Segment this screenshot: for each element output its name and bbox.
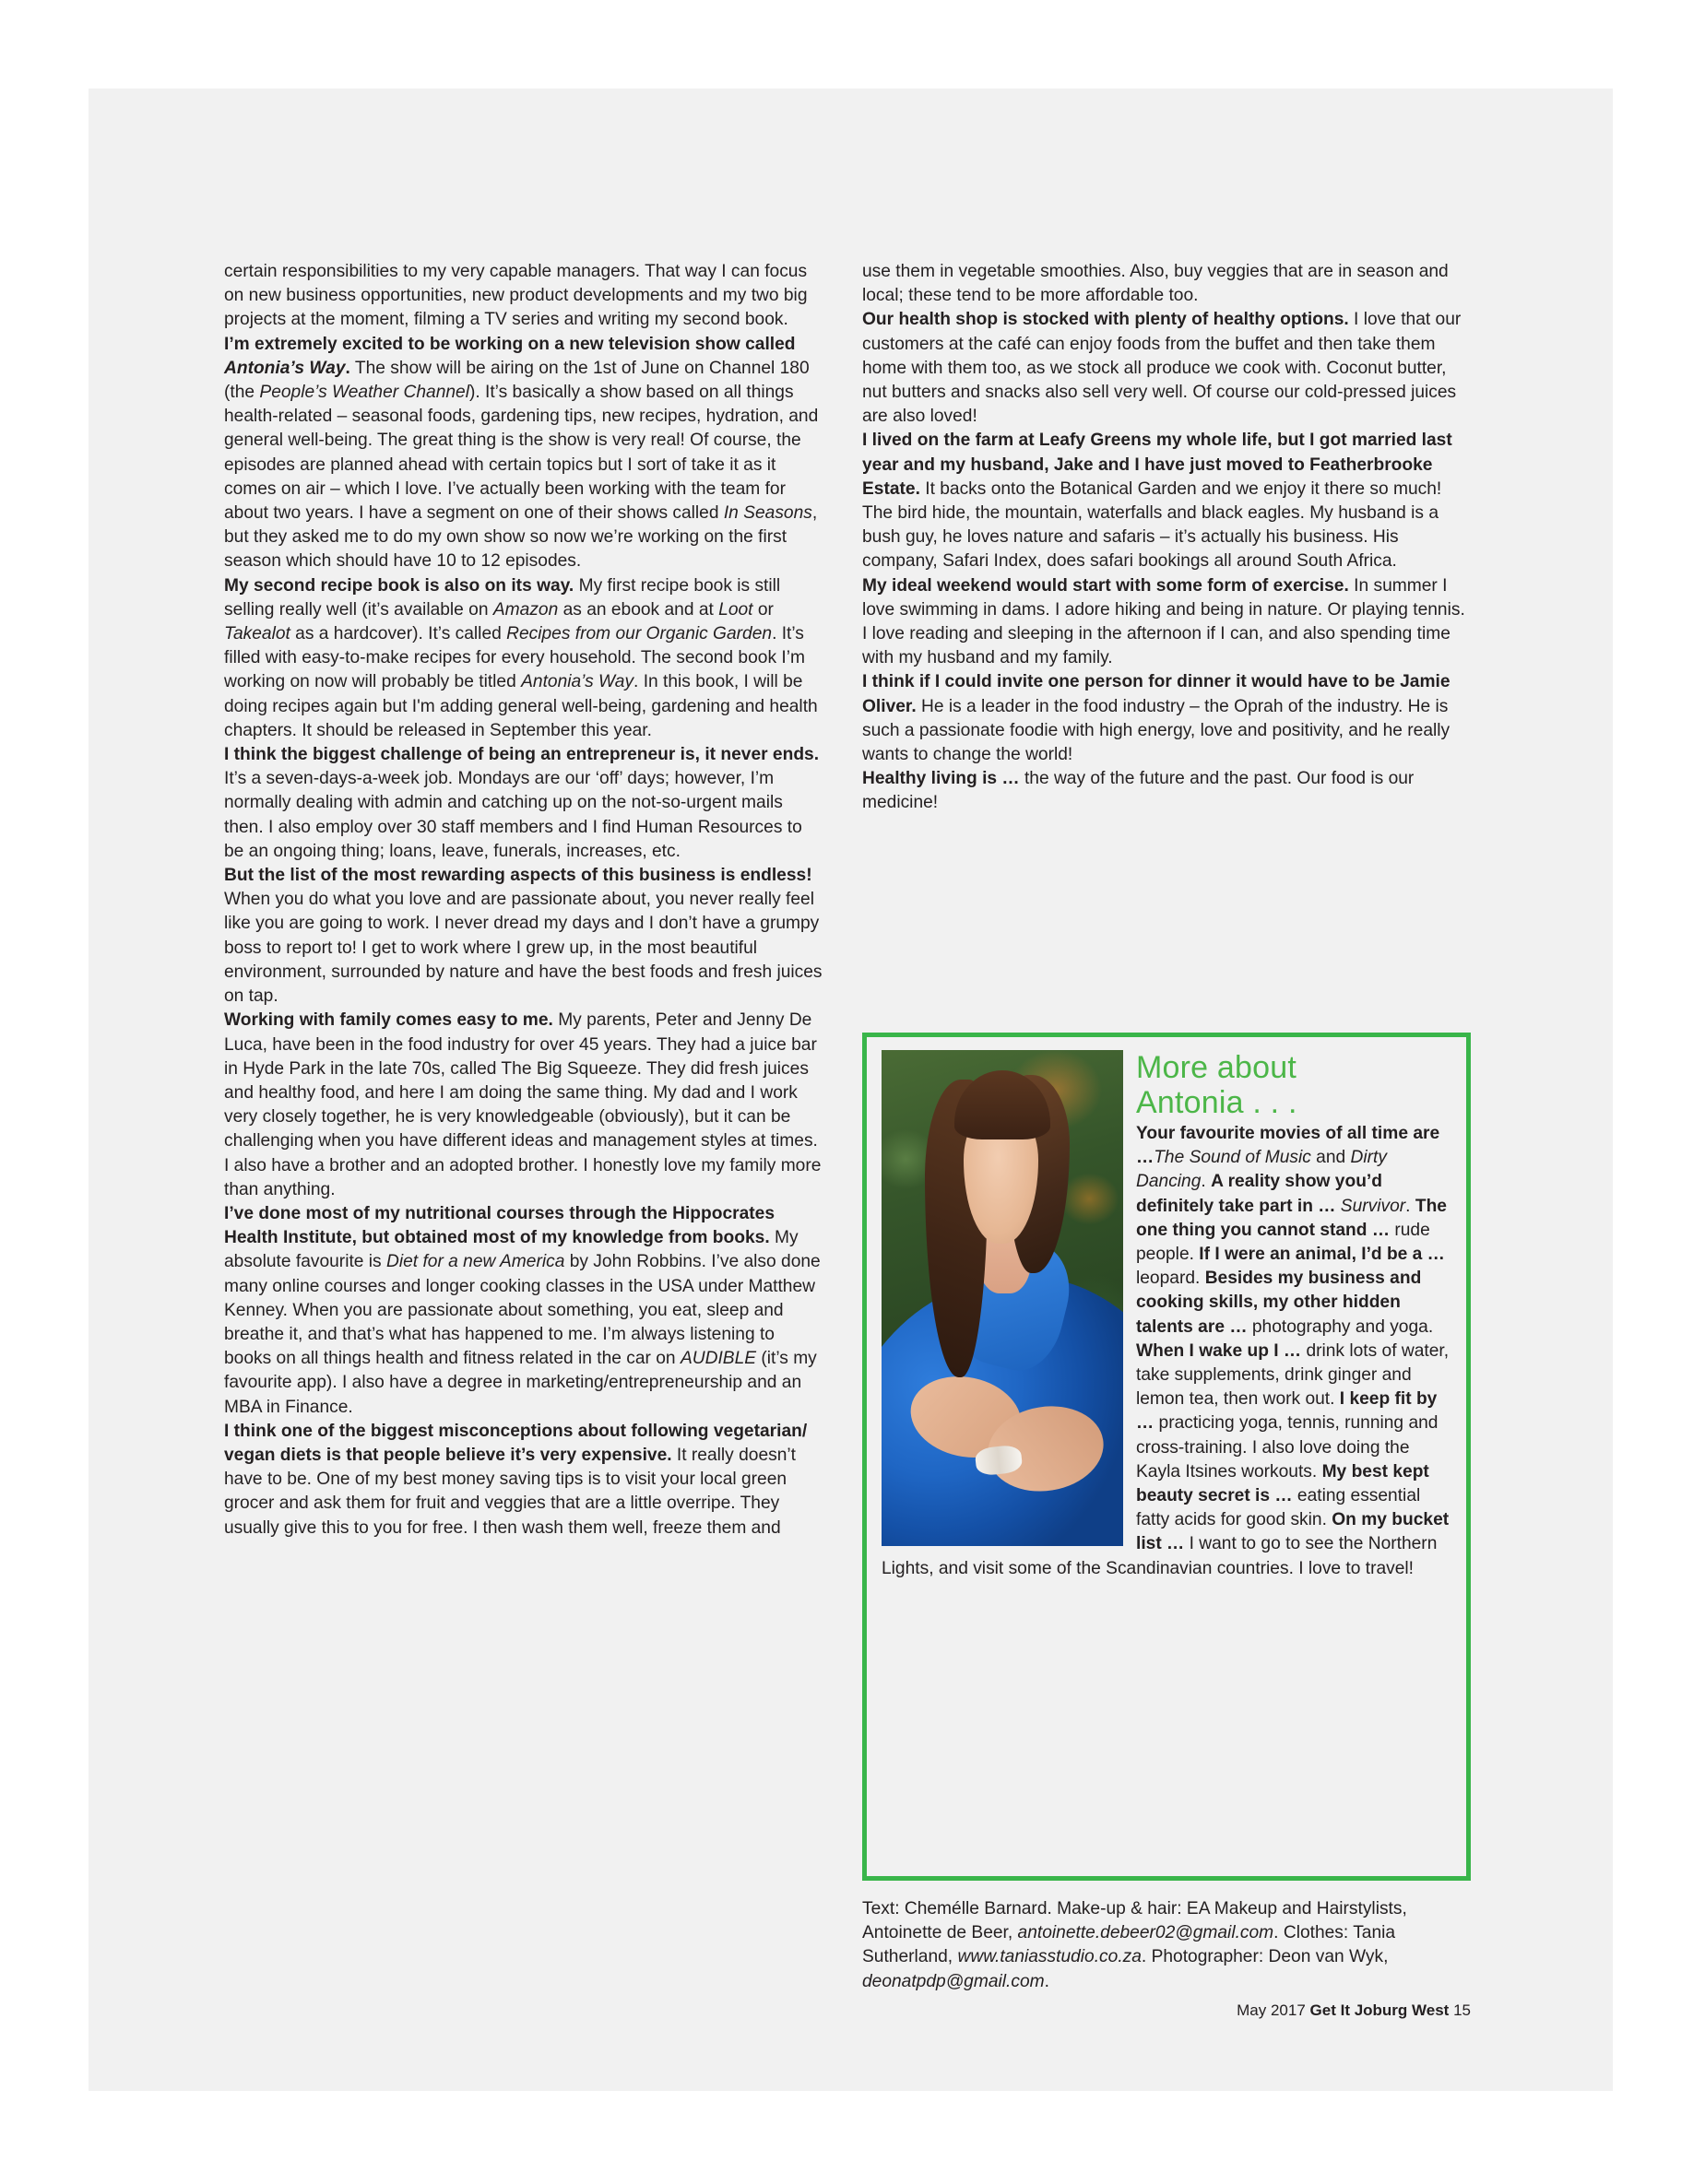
paragraph-lead: My second recipe book is also on its way. xyxy=(224,575,574,596)
retailer-amazon: Amazon xyxy=(492,599,559,620)
paragraph-recipe-book xyxy=(224,574,823,743)
credits-text-2: . Clothes: Tania Sutherland, xyxy=(862,1923,1396,1967)
antonia-portrait-photo xyxy=(882,1050,1123,1546)
qa-answer: rude people. xyxy=(1136,1220,1430,1265)
qa-question: On my bucket list … xyxy=(1136,1510,1450,1554)
paragraph-tv-show xyxy=(224,333,823,574)
paragraph-lead: I’ve done most of my nutritional courses through the Hippocrates Health Institute, but obtained most of my knowledge from books. xyxy=(224,1203,776,1248)
makeup-email: antoinette.debeer02@gmail.com xyxy=(1017,1923,1274,1943)
paragraph-text-3: (it’s my favourite app). I also have a degree in marketing/entrepreneurship and an MBA in Finance. xyxy=(224,1349,817,1417)
paragraph-text: My absolute favourite is xyxy=(224,1228,799,1272)
body-column-right xyxy=(862,260,1471,816)
paragraph-text: When you do what you love and are passionate about, you never really feel like you are going to work. I never dread my days and I don’t have a grumpy boss to report to! I get to work where I grew up, in the most beautiful environment, surrounded by nature and have the best foods and fresh juices on tap. xyxy=(224,890,823,1007)
footer-issue-date: May 2017 xyxy=(1237,2001,1306,2019)
qa-question: A reality show you’d definitely take part in … xyxy=(1136,1172,1382,1216)
qa-answer: drink lots of water, take supplements, drink ginger and lemon tea, then work out. xyxy=(1136,1340,1450,1410)
paragraph-lead: My ideal weekend would start with some form of exercise. xyxy=(862,575,1349,596)
credits-text-3: . Photographer: Deon van Wyk, xyxy=(1141,1947,1389,1967)
paragraph-rewarding xyxy=(224,864,823,1009)
body-column-left xyxy=(224,260,823,1541)
qa-answer: leopard. xyxy=(1136,1269,1201,1289)
paragraph-text-3: , but they asked me to do my own show so now we’re working on the first season which should have 10 to 12 episodes. xyxy=(224,503,818,572)
paragraph-text: He is a leader in the food industry – the Oprah of the industry. He is such a passionate foodie with high energy, love and positivity, and he really wants to change the world! xyxy=(862,696,1450,765)
paragraph-text: My parents, Peter and Jenny De Luca, have been in the food industry for over 45 years. They had a juice bar in Hyde Park in the late 70s, called The Big Squeeze. They did fresh juices and healthy food, and here I am doing the same thing. My dad and I work very closely together, he is very knowledgeable (obviously), but it can be challenging when you have different ideas and management styles at times. I also have a brother and an adopted brother. I honestly love my family more than anything. xyxy=(224,1010,822,1199)
sidebar-heading-line-1: More about xyxy=(1136,1050,1297,1085)
qa-question: The one thing you cannot stand … xyxy=(1136,1196,1447,1240)
qa-answer: photography and yoga. xyxy=(1247,1316,1434,1337)
sidebar-content xyxy=(867,1037,1466,1590)
photographer-email: deonatpdp@gmail.com xyxy=(862,1971,1045,1991)
paragraph-lead: Working with family comes easy to me. xyxy=(224,1010,553,1031)
retailer-takealot: Takealot xyxy=(224,624,290,644)
book-diet-for-a-new-america: Diet for a new America xyxy=(386,1252,565,1272)
qa-question: I keep fit by … xyxy=(1136,1389,1438,1434)
sidebar-heading-line-2: Antonia . . . xyxy=(1136,1085,1297,1120)
paragraph-lead: I think the biggest challenge of being an entrepreneur is, it never ends. xyxy=(224,745,820,765)
paragraph-text: certain responsibilities to my very capable managers. That way I can focus on new business opportunities, new product developments and my two big projects at the moment, filming a TV series and writing my second book. xyxy=(224,262,808,330)
paragraph-intro xyxy=(224,260,823,333)
paragraph-leafy-greens xyxy=(862,429,1471,573)
qa-answer-tail: . xyxy=(1201,1172,1206,1192)
app-audible: AUDIBLE xyxy=(680,1349,757,1369)
paragraph-text: I love that our customers at the café can enjoy foods from the buffet and then take them home with them too, as we stock all produce we cook with. Coconut butter, nut butters and snacks also sell very well. Of course our cold-pressed juices are also loved! xyxy=(862,310,1462,427)
more-about-antonia-box xyxy=(862,1033,1471,1881)
paragraph-text-5: . It’s filled with easy-to-make recipes for every household. The second book I’m working on now will probably be titled xyxy=(224,624,805,692)
lead-tail: . xyxy=(345,358,350,378)
qa-question: Besides my business and cooking skills, my other hidden talents are … xyxy=(1136,1269,1422,1337)
show-title: Antonia’s Way xyxy=(224,358,346,378)
book-title-2: Antonia’s Way xyxy=(521,672,634,692)
paragraph-courses xyxy=(224,1202,823,1420)
qa-answer-mid: and xyxy=(1310,1148,1351,1168)
footer-magazine-title: Get It Joburg West xyxy=(1309,2001,1450,2019)
qa-answer-tail: . xyxy=(1405,1196,1411,1216)
segment-name: In Seasons xyxy=(723,503,812,524)
credits-text-1: Text: Chemélle Barnard. Make-up & hair: EA Makeup and Hairstylists, Antoinette de Beer, xyxy=(862,1899,1407,1943)
paragraph-lead: But the list of the most rewarding aspects of this business is endless! xyxy=(224,866,812,886)
paragraph-text: It really doesn’t have to be. One of my best money saving tips is to visit your local green grocer and ask them for fruit and veggies that are a little overripe. They usually give this to you for free. I then wash them well, freeze them and xyxy=(224,1445,796,1538)
paragraph-text-2: by John Robbins. I’ve also done many online courses and longer cooking classes in the USA under Matthew Kenney. When you are passionate about something, you eat, sleep and breathe it, and that’s what has happened to me. I’m always listening to books on all things health and fitness related in the car on xyxy=(224,1252,821,1369)
paragraph-misconceptions xyxy=(224,1420,823,1541)
paragraph-family xyxy=(224,1009,823,1202)
channel-name: People’s Weather Channel xyxy=(259,383,469,403)
paragraph-lead: Healthy living is … xyxy=(862,769,1020,789)
qa-answer: I want to go to see the Northern Lights, and visit some of the Scandinavian countries. I love to travel! xyxy=(882,1534,1438,1578)
page-footer xyxy=(862,2001,1471,2020)
paragraph-text-3: or xyxy=(752,599,774,620)
qa-question: My best kept beauty secret is … xyxy=(1136,1461,1429,1506)
paragraph-lead: I lived on the farm at Leafy Greens my whole life, but I got married last year and my husband, Jake and I have just moved to Featherbrooke Estate. xyxy=(862,431,1452,499)
paragraph-lead: Our health shop is stocked with plenty of healthy options. xyxy=(862,310,1349,330)
footer-page-number: 15 xyxy=(1453,2001,1471,2019)
paragraph-smoothies xyxy=(862,260,1471,308)
qa-question: Your favourite movies of all time are … xyxy=(1136,1124,1440,1168)
credits-text-4: . xyxy=(1044,1971,1049,1991)
retailer-loot: Loot xyxy=(718,599,753,620)
paragraph-text: the way of the future and the past. Our food is our medicine! xyxy=(862,769,1415,813)
paragraph-text: It’s a seven-days-a-week job. Mondays are our ‘off’ days; however, I’m normally dealing with admin and catching up on the not-so-urgent mails then. I also employ over 30 staff members and I find Human Resources to be an ongoing thing; loans, leave, funerals, increases, etc. xyxy=(224,769,802,861)
paragraph-text: My first recipe book is still selling really well (it’s available on xyxy=(224,575,781,620)
credits-block xyxy=(862,1897,1471,1994)
paragraph-lead: I think if I could invite one person for dinner it would have to be Jamie Oliver. xyxy=(862,672,1450,716)
paragraph-text: It backs onto the Botanical Garden and we enjoy it there so much! The bird hide, the mountain, waterfalls and black eagles. My husband is a bush guy, he loves nature and safaris – it’s actually his business. His company, Safari Index, does safari bookings all around South Africa. xyxy=(862,478,1442,572)
magazine-page xyxy=(89,89,1613,2091)
paragraph-text-4: as a hardcover). It’s called xyxy=(290,624,507,644)
paragraph-health-shop xyxy=(862,308,1471,429)
qa-answer-italic: The Sound of Music xyxy=(1154,1148,1311,1168)
clothes-website: www.taniasstudio.co.za xyxy=(957,1947,1142,1967)
qa-answer: practicing yoga, tennis, running and cross-training. I also love doing the Kayla Itsines workouts. xyxy=(1136,1413,1439,1482)
qa-question: If I were an animal, I’d be a … xyxy=(1199,1245,1445,1265)
qa-question: When I wake up I … xyxy=(1136,1340,1302,1361)
paragraph-text: use them in vegetable smoothies. Also, buy veggies that are in season and local; these tend to be more affordable too. xyxy=(862,262,1449,306)
paragraph-text-2: ). It’s basically a show based on all things health-related – seasonal foods, gardening tips, new recipes, hydration, and general well-being. The great thing is the show is very real! Of course, the episodes are planned ahead with certain topics but I sort of take it as it comes on air – which I love. I’ve actually been working with the team for about two years. I have a segment on one of their shows called xyxy=(224,383,819,524)
paragraph-text-6: . In this book, I will be doing recipes again but I'm adding general well-being, gardening and health chapters. It should be released in September this year. xyxy=(224,672,818,740)
paragraph-entrepreneur xyxy=(224,743,823,864)
paragraph-text: The show will be airing on the 1st of June on Channel 180 (the xyxy=(224,358,810,403)
qa-answer-italic: Survivor xyxy=(1340,1196,1406,1216)
paragraph-lead: I think one of the biggest misconceptions about following vegetarian/ vegan diets is that people believe it’s very expensive. xyxy=(224,1421,808,1465)
paragraph-healthy-living xyxy=(862,767,1471,815)
paragraph-jamie-oliver xyxy=(862,670,1471,767)
book-title-1: Recipes from our Organic Garden xyxy=(506,624,773,644)
paragraph-text: In summer I love swimming in dams. I adore hiking and being in nature. Or playing tennis. I love reading and sleeping in the afternoon if I can, and also spending time with my husband and my family. xyxy=(862,575,1465,668)
qa-answer-italic-2: Dirty Dancing xyxy=(1136,1148,1387,1192)
qa-answer: eating essential fatty acids for good skin. xyxy=(1136,1486,1421,1530)
paragraph-ideal-weekend xyxy=(862,574,1471,671)
paragraph-lead: I’m extremely excited to be working on a new television show called xyxy=(224,334,796,354)
paragraph-text-2: as an ebook and at xyxy=(558,599,719,620)
